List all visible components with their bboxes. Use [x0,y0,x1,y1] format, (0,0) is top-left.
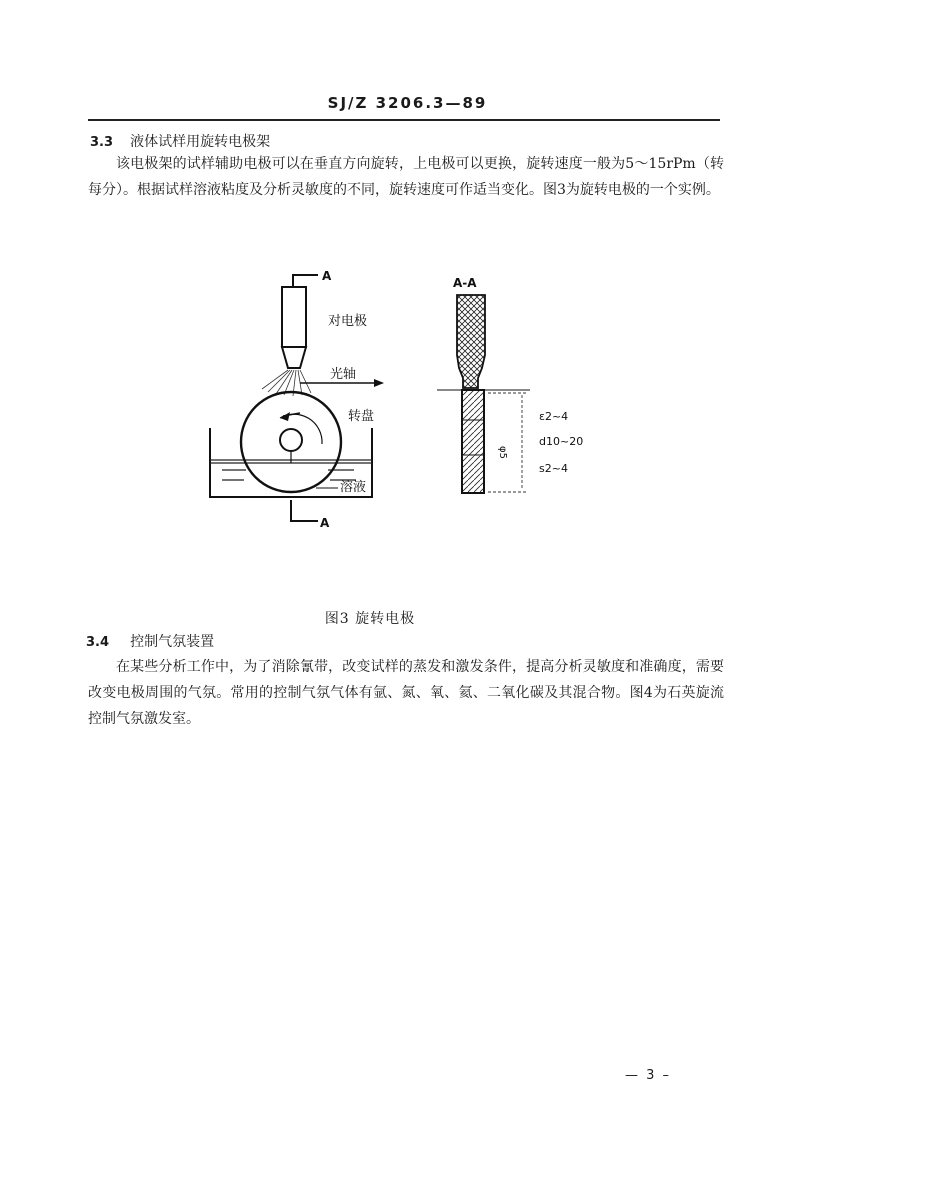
dimension-lines [488,393,528,492]
document-code: SJ/Z 3206.3—89 [327,94,488,112]
section-3-3-title: 液体试样用旋转电极架 [130,134,271,150]
figure-caption: 图3 旋转电极 [324,611,416,627]
label-solution: 溶液 [340,480,367,495]
label-turntable: 转盘 [348,409,375,424]
section-aa-title: A-A [453,276,477,290]
section-line-top [293,269,332,287]
section-3-3-body: 该电极架的试样辅助电极可以在垂直方向旋转，上电极可以更换，旋转速度一般为5～15rPm（转每分）。根据试样溶液粘度及分析灵敏度的不同，旋转速度可作适当变化。图3为旋转电极的一个实例。 [88,156,724,198]
dimension-middle: d10~20 [539,435,584,448]
section-3-3-number: 3.3 [90,135,114,150]
rotating-electrode-figure [0,255,950,555]
page-number: — 3 – [625,1068,672,1083]
turntable-axle [280,429,302,451]
section-3-4-body: 在某些分析工作中，为了消除氰带，改变试样的蒸发和激发条件，提高分析灵敏度和准确度，需要改变电极周围的气氛。常用的控制气氛气体有氩、氮、氧、氦、二氧化碳及其混合物。图4为石英旋流控制气氛激发室。 [88,659,724,727]
optical-axis [300,366,384,387]
section-3-4-heading [86,631,214,651]
label-a-top: A [322,269,332,283]
section-3-4-title: 控制气氛装置 [130,634,215,650]
section-aa-electrode [437,295,530,493]
label-optical-axis: 光轴 [330,367,357,382]
label-a-bottom: A [320,516,330,530]
counter-electrode [282,287,306,368]
dimension-upper: ε2~4 [539,410,569,423]
section-3-3-heading [90,131,270,151]
dimension-diameter: φ5 [497,446,508,459]
section-3-4-number: 3.4 [86,635,110,650]
section-line-bottom [291,500,330,530]
label-counter-electrode: 对电极 [328,314,368,329]
header-rule [88,119,720,121]
dimension-lower: s2~4 [539,462,568,475]
